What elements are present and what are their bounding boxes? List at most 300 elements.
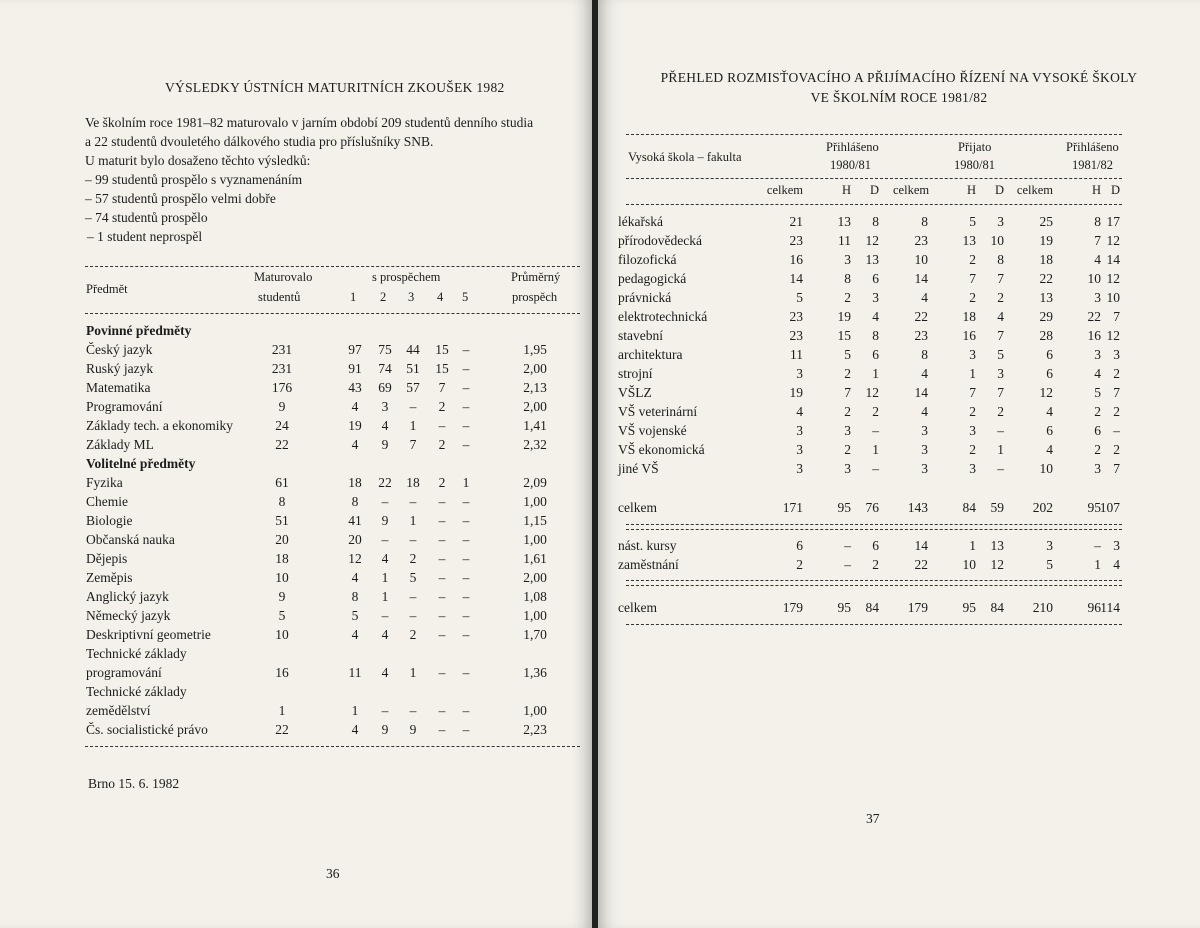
- grade-count: 2: [409, 551, 417, 566]
- grade-count: 4: [381, 551, 389, 566]
- grade-count: 1: [462, 475, 470, 490]
- grade-count: 2: [438, 399, 446, 414]
- col-school-header: Vysoká škola – fakulta: [628, 150, 742, 164]
- table-row: [598, 307, 1200, 326]
- grade-count: –: [438, 608, 446, 623]
- col-subject-header: Předmět: [86, 282, 128, 296]
- table-cell: 2: [997, 290, 1004, 305]
- table-cell: 84: [962, 500, 976, 515]
- table-cell: 2: [969, 290, 976, 305]
- table-cell: 171: [782, 500, 803, 515]
- subject-name: Technické základy: [86, 646, 187, 661]
- intro-line: Ve školním roce 1981–82 maturovalo v jarním období 209 studentů denního studia: [85, 115, 534, 130]
- intro-line: a 22 studentů dvouletého dálkového studia pro příslušníky SNB.: [85, 134, 434, 149]
- intro-line: – 99 studentů prospělo s vyznamenáním: [85, 172, 303, 187]
- grade-count: –: [438, 418, 446, 433]
- table-cell: 6: [872, 271, 879, 286]
- table-cell: 2: [796, 557, 803, 572]
- table-row: [598, 402, 1200, 421]
- table-cell: 10: [1106, 290, 1120, 305]
- table-row: [598, 421, 1200, 440]
- grade-count: 1: [351, 703, 359, 718]
- table-cell: 84: [990, 600, 1004, 615]
- table-cell: 11: [838, 233, 851, 248]
- table-cell: 2: [1113, 366, 1120, 381]
- table-cell: 22: [914, 309, 928, 324]
- table-cell: 179: [907, 600, 928, 615]
- average-grade: 1,00: [523, 494, 547, 509]
- grade-count: 44: [406, 342, 420, 357]
- table-cell: 19: [789, 385, 803, 400]
- table-row: [598, 269, 1200, 288]
- average-grade: 1,00: [523, 532, 547, 547]
- students-count: 176: [271, 380, 293, 395]
- grade-count: –: [462, 513, 470, 528]
- sub-header-total: celkem: [1016, 183, 1053, 197]
- subject-name: Anglický jazyk: [86, 589, 169, 604]
- table-cell: 3: [921, 442, 928, 457]
- table-cell: 7: [997, 328, 1004, 343]
- table-cell: 10: [1087, 271, 1101, 286]
- table-cell: 22: [914, 557, 928, 572]
- table-cell: 95: [837, 600, 851, 615]
- students-count: 8: [278, 494, 286, 509]
- table-row: [0, 568, 592, 587]
- students-count: 1: [278, 703, 286, 718]
- table-cell: –: [844, 557, 851, 572]
- grade-header: 3: [408, 290, 415, 304]
- subject-name: Biologie: [86, 513, 133, 528]
- grade-header: 2: [380, 290, 387, 304]
- table-cell: 4: [1094, 252, 1101, 267]
- col-grades-header: s prospěchem: [372, 270, 441, 284]
- group-year: 1980/81: [954, 158, 995, 172]
- subject-name: Základy tech. a ekonomiky: [86, 418, 233, 433]
- table-cell: 143: [907, 500, 928, 515]
- table-rule: [626, 624, 1122, 625]
- table-cell: 4: [796, 404, 803, 419]
- average-grade: 2,09: [523, 475, 547, 490]
- students-count: 51: [275, 513, 289, 528]
- group-year: 1981/82: [1072, 158, 1113, 172]
- grade-count: 1: [409, 665, 417, 680]
- grade-count: –: [462, 532, 470, 547]
- grade-count: 51: [406, 361, 420, 376]
- group-year: 1980/81: [830, 158, 871, 172]
- school-name: architektura: [618, 347, 683, 362]
- table-cell: 13: [1039, 290, 1053, 305]
- average-grade: 1,61: [523, 551, 547, 566]
- grade-count: –: [438, 627, 446, 642]
- table-cell: 3: [844, 252, 851, 267]
- grade-count: –: [462, 361, 470, 376]
- grade-count: 1: [381, 570, 389, 585]
- table-cell: 3: [1113, 538, 1120, 553]
- grade-count: –: [381, 532, 389, 547]
- grade-count: –: [462, 570, 470, 585]
- col-average-header-2: prospěch: [512, 290, 558, 304]
- grade-count: 74: [378, 361, 392, 376]
- table-cell: 17: [1106, 214, 1120, 229]
- grade-count: –: [462, 608, 470, 623]
- right-page-title: PŘEHLED ROZMISŤOVACÍHO A PŘIJÍMACÍHO ŘÍZENÍ NA VYSOKÉ ŠKOLY: [660, 70, 1138, 85]
- table-cell: 1: [872, 442, 879, 457]
- table-cell: 1: [969, 538, 976, 553]
- grade-count: 4: [381, 665, 389, 680]
- table-cell: 16: [789, 252, 803, 267]
- average-grade: 1,70: [523, 627, 547, 642]
- table-cell: 3: [796, 442, 803, 457]
- grade-count: –: [462, 418, 470, 433]
- table-cell: 8: [1094, 214, 1101, 229]
- table-cell: 5: [1094, 385, 1101, 400]
- table-row: [0, 492, 592, 511]
- table-cell: 1: [872, 366, 879, 381]
- table-rule: [626, 178, 1122, 179]
- table-rule: [626, 585, 1122, 586]
- table-cell: 2: [969, 404, 976, 419]
- group-header-applied-1981: Přihlášeno: [1066, 140, 1119, 154]
- table-cell: 202: [1032, 500, 1053, 515]
- grade-count: 2: [409, 627, 417, 642]
- grade-header: 4: [437, 290, 444, 304]
- table-cell: 4: [1113, 557, 1120, 572]
- table-cell: 2: [872, 404, 879, 419]
- group-header-applied-1980: Přihlášeno: [826, 140, 879, 154]
- table-row: [0, 606, 592, 625]
- grade-count: –: [409, 494, 417, 509]
- school-name: VŠ vojenské: [618, 423, 687, 438]
- table-cell: 1: [997, 442, 1004, 457]
- table-cell: 95: [962, 600, 976, 615]
- school-name: pedagogická: [618, 271, 687, 286]
- average-grade: 1,15: [523, 513, 547, 528]
- table-cell: 12: [1106, 328, 1120, 343]
- table-cell: 179: [782, 600, 803, 615]
- table-cell: 13: [962, 233, 976, 248]
- grade-count: –: [409, 532, 417, 547]
- intro-line: – 74 studentů prospělo: [85, 210, 208, 225]
- grade-count: 8: [351, 589, 359, 604]
- grade-count: –: [381, 703, 389, 718]
- table-rule: [626, 580, 1122, 581]
- table-cell: 5: [1046, 557, 1053, 572]
- table-cell: 22: [1087, 309, 1101, 324]
- students-count: 22: [275, 437, 289, 452]
- table-row: [0, 682, 592, 701]
- students-count: 10: [275, 627, 289, 642]
- grade-count: –: [462, 665, 470, 680]
- subject-name: Základy ML: [86, 437, 154, 452]
- table-cell: 14: [914, 538, 928, 553]
- col-students-header: Maturovalo: [254, 270, 313, 284]
- col-average-header: Průměrný: [511, 270, 561, 284]
- average-grade: 2,00: [523, 361, 547, 376]
- table-cell: 13: [837, 214, 851, 229]
- school-name: celkem: [618, 500, 657, 515]
- grade-count: –: [462, 551, 470, 566]
- table-cell: 12: [865, 385, 879, 400]
- table-cell: 1: [1094, 557, 1101, 572]
- subject-name: Zeměpis: [86, 570, 133, 585]
- table-cell: 4: [921, 366, 928, 381]
- school-name: elektrotechnická: [618, 309, 708, 324]
- sub-header-total: celkem: [893, 183, 930, 197]
- table-row: [0, 701, 592, 720]
- table-cell: 23: [789, 233, 803, 248]
- grade-count: –: [462, 399, 470, 414]
- grade-count: –: [462, 380, 470, 395]
- group-label: Volitelné předměty: [86, 456, 196, 471]
- table-cell: 14: [789, 271, 803, 286]
- table-cell: 210: [1032, 600, 1053, 615]
- grade-count: 18: [406, 475, 420, 490]
- table-cell: –: [997, 461, 1004, 476]
- grade-count: 43: [348, 380, 362, 395]
- table-cell: 2: [844, 404, 851, 419]
- place-date: Brno 15. 6. 1982: [88, 776, 180, 791]
- table-cell: 2: [1094, 442, 1101, 457]
- table-rule: [85, 313, 580, 314]
- grade-count: –: [462, 627, 470, 642]
- grade-count: 2: [438, 475, 446, 490]
- grade-count: –: [462, 342, 470, 357]
- grade-count: 1: [409, 418, 417, 433]
- table-cell: 5: [844, 347, 851, 362]
- table-cell: 8: [921, 347, 928, 362]
- grade-count: –: [409, 589, 417, 604]
- table-row: [0, 625, 592, 644]
- table-cell: –: [997, 423, 1004, 438]
- grade-count: 3: [381, 399, 389, 414]
- subject-name: Deskriptivní geometrie: [86, 627, 211, 642]
- table-group-row: [0, 321, 592, 340]
- table-cell: 2: [969, 442, 976, 457]
- table-cell: 7: [844, 385, 851, 400]
- grade-count: 9: [409, 722, 417, 737]
- table-cell: 11: [790, 347, 803, 362]
- table-cell: 4: [921, 404, 928, 419]
- table-cell: 7: [1113, 385, 1120, 400]
- table-cell: 4: [921, 290, 928, 305]
- average-grade: 2,00: [523, 399, 547, 414]
- table-cell: 12: [990, 557, 1004, 572]
- grade-count: 19: [348, 418, 362, 433]
- grade-count: –: [438, 589, 446, 604]
- sub-header-total: celkem: [766, 183, 803, 197]
- table-row: [598, 555, 1200, 574]
- grade-count: –: [409, 399, 417, 414]
- grade-count: –: [438, 532, 446, 547]
- table-cell: 3: [969, 423, 976, 438]
- school-name: VŠ ekonomická: [618, 442, 705, 457]
- students-count: 22: [275, 722, 289, 737]
- grade-count: –: [381, 494, 389, 509]
- subject-name: Německý jazyk: [86, 608, 171, 623]
- table-cell: 23: [914, 233, 928, 248]
- table-cell: 1: [969, 366, 976, 381]
- table-cell: 10: [1039, 461, 1053, 476]
- table-cell: 3: [1113, 347, 1120, 362]
- table-row: [598, 326, 1200, 345]
- table-cell: 2: [844, 290, 851, 305]
- table-cell: 19: [837, 309, 851, 324]
- table-cell: 22: [1039, 271, 1053, 286]
- subject-name: Matematika: [86, 380, 151, 395]
- table-cell: 3: [1046, 538, 1053, 553]
- table-cell: 7: [997, 385, 1004, 400]
- table-cell: 13: [990, 538, 1004, 553]
- school-name: jiné VŠ: [618, 461, 659, 476]
- average-grade: 1,36: [523, 665, 547, 680]
- intro-paragraph: [85, 113, 580, 246]
- grade-count: –: [462, 589, 470, 604]
- sub-header-h: H: [841, 183, 851, 197]
- table-cell: 6: [796, 538, 803, 553]
- subject-name: Ruský jazyk: [86, 361, 154, 376]
- table-cell: 3: [872, 290, 879, 305]
- sub-header-row: [598, 181, 1200, 200]
- subject-name: Čs. socialistické právo: [86, 722, 208, 737]
- table-row: [598, 288, 1200, 307]
- table-cell: 7: [969, 271, 976, 286]
- table-cell: 14: [1106, 252, 1120, 267]
- table-cell: 84: [865, 600, 879, 615]
- table-cell: 12: [865, 233, 879, 248]
- table-row: [0, 549, 592, 568]
- subject-name: Technické základy: [86, 684, 187, 699]
- grade-count: –: [438, 703, 446, 718]
- school-name: strojní: [618, 366, 653, 381]
- table-cell: 16: [1087, 328, 1101, 343]
- table-cell: 10: [914, 252, 928, 267]
- table-row: [0, 435, 592, 454]
- school-name: filozofická: [618, 252, 677, 267]
- table-cell: 23: [914, 328, 928, 343]
- grade-count: –: [381, 608, 389, 623]
- table-row: [598, 383, 1200, 402]
- total-row: [598, 498, 1200, 517]
- table-cell: 95: [1087, 500, 1101, 515]
- table-cell: 7: [1113, 461, 1120, 476]
- students-count: 20: [275, 532, 289, 547]
- table-row: [598, 364, 1200, 383]
- table-cell: 4: [997, 309, 1004, 324]
- table-cell: 8: [921, 214, 928, 229]
- grade-count: 7: [409, 437, 417, 452]
- grade-count: 97: [348, 342, 362, 357]
- table-cell: 2: [997, 404, 1004, 419]
- average-grade: 2,32: [523, 437, 547, 452]
- table-row: [0, 720, 592, 739]
- sub-header-d: D: [869, 183, 879, 197]
- table-row: [0, 663, 592, 682]
- table-cell: 18: [962, 309, 976, 324]
- table-row: [0, 340, 592, 359]
- table-row: [0, 587, 592, 606]
- grade-count: 9: [381, 437, 389, 452]
- table-cell: 10: [962, 557, 976, 572]
- subject-name: Programování: [86, 399, 163, 414]
- grade-count: 15: [435, 361, 449, 376]
- grade-count: –: [462, 494, 470, 509]
- grade-count: 91: [348, 361, 362, 376]
- table-group-row: [0, 454, 592, 473]
- intro-line: – 57 studentů prospělo velmi dobře: [85, 191, 276, 206]
- table-cell: 2: [844, 366, 851, 381]
- table-cell: 3: [844, 423, 851, 438]
- table-cell: 7: [997, 271, 1004, 286]
- students-count: 16: [275, 665, 289, 680]
- table-cell: 3: [1094, 290, 1101, 305]
- grade-count: 1: [381, 589, 389, 604]
- average-grade: 1,08: [523, 589, 547, 604]
- table-cell: 19: [1039, 233, 1053, 248]
- table-cell: 96: [1087, 600, 1101, 615]
- sub-header-d: D: [1110, 183, 1120, 197]
- table-cell: 12: [1106, 233, 1120, 248]
- grade-count: 69: [378, 380, 392, 395]
- grade-header: 5: [462, 290, 469, 304]
- table-cell: 2: [844, 442, 851, 457]
- grade-count: 4: [351, 722, 359, 737]
- table-cell: 3: [921, 423, 928, 438]
- grade-count: –: [462, 437, 470, 452]
- table-row: [598, 250, 1200, 269]
- table-cell: 7: [1113, 309, 1120, 324]
- table-cell: 4: [872, 309, 879, 324]
- table-cell: 12: [1039, 385, 1053, 400]
- school-name: právnická: [618, 290, 672, 305]
- table-row: [0, 416, 592, 435]
- table-cell: 16: [962, 328, 976, 343]
- table-cell: 21: [789, 214, 803, 229]
- table-cell: 59: [990, 500, 1004, 515]
- table-row: [598, 345, 1200, 364]
- grade-count: 7: [438, 380, 446, 395]
- table-cell: 3: [796, 461, 803, 476]
- table-rule: [626, 529, 1122, 530]
- table-cell: 2: [969, 252, 976, 267]
- grade-count: –: [462, 722, 470, 737]
- table-cell: 107: [1099, 500, 1120, 515]
- school-name: VŠLZ: [618, 385, 652, 400]
- students-count: 9: [278, 589, 286, 604]
- grade-count: 57: [406, 380, 420, 395]
- students-count: 9: [278, 399, 286, 414]
- students-count: 61: [275, 475, 289, 490]
- table-cell: 4: [1094, 366, 1101, 381]
- school-name: VŠ veterinární: [618, 404, 698, 419]
- grade-header: 1: [350, 290, 357, 304]
- subject-name: zemědělství: [86, 703, 151, 718]
- grade-count: –: [438, 665, 446, 680]
- table-cell: 2: [1113, 442, 1120, 457]
- table-cell: 7: [969, 385, 976, 400]
- grade-count: 8: [351, 494, 359, 509]
- grade-count: 2: [438, 437, 446, 452]
- grade-count: 75: [378, 342, 392, 357]
- school-name: lékařská: [618, 214, 663, 229]
- grade-count: –: [438, 494, 446, 509]
- table-cell: 4: [1046, 404, 1053, 419]
- students-count: 10: [275, 570, 289, 585]
- subject-name: programování: [86, 665, 162, 680]
- grade-count: –: [438, 551, 446, 566]
- table-rule: [626, 524, 1122, 525]
- table-cell: 3: [969, 347, 976, 362]
- table-row: [598, 459, 1200, 478]
